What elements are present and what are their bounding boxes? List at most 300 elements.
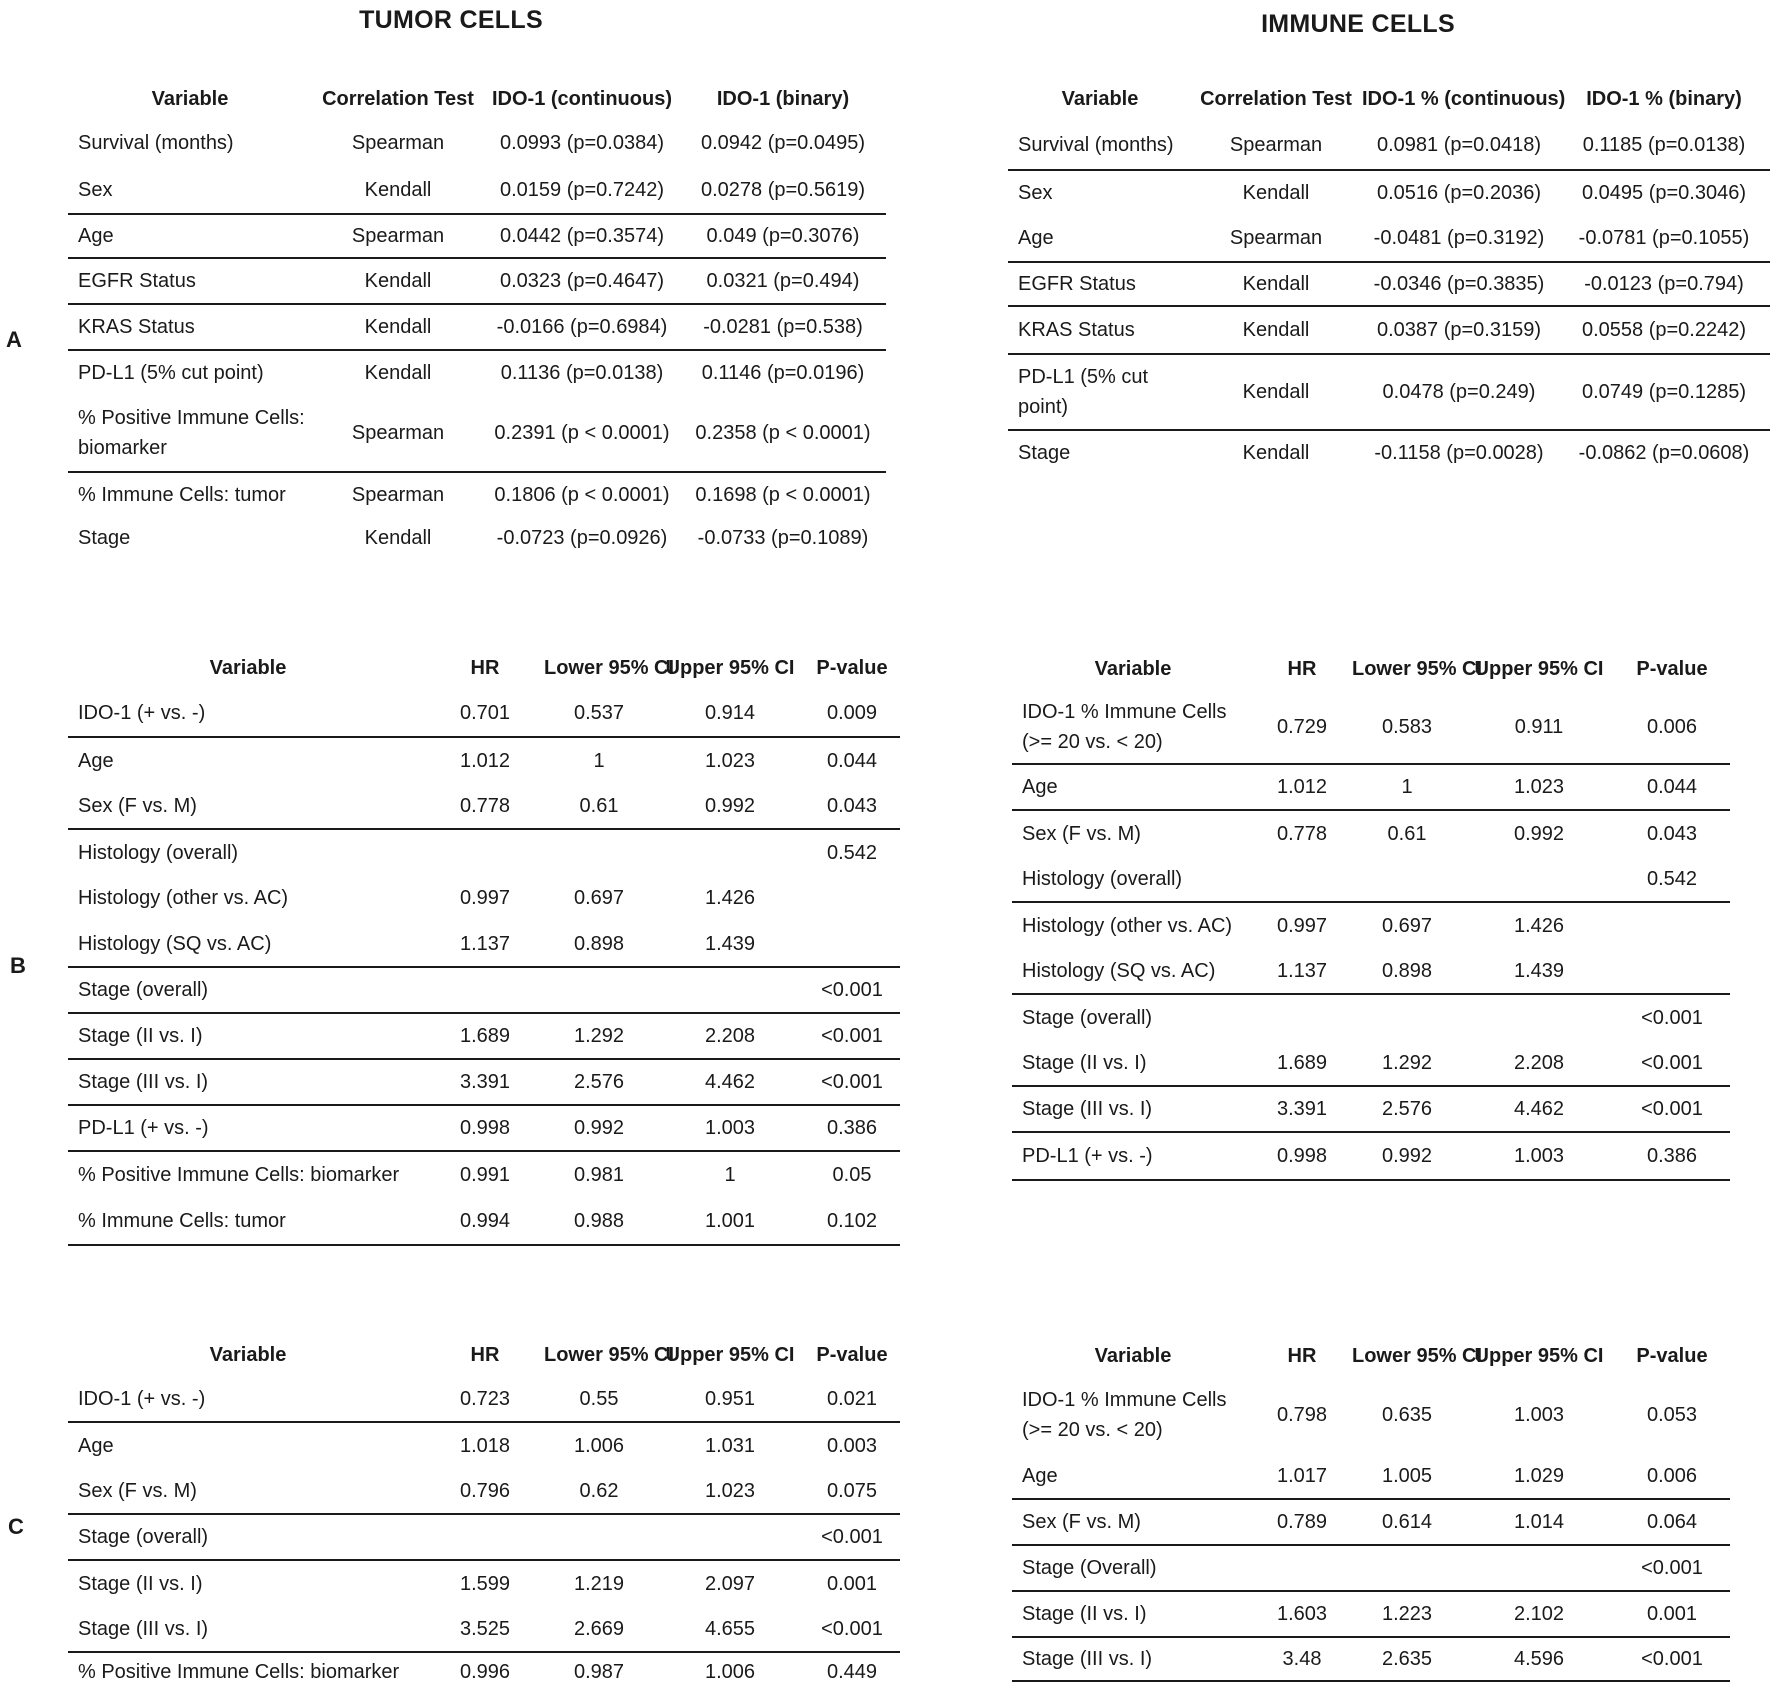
- cell-correlation-test: Kendall: [1192, 262, 1360, 306]
- table-row: [1012, 1637, 1730, 1681]
- row-variable: Stage (overall): [68, 1514, 428, 1560]
- cell-lower-95-ci: [1350, 994, 1464, 1040]
- column-header-upper-95-ci: Upper 95% CI: [1474, 657, 1604, 680]
- column-header-variable: Variable: [1094, 1344, 1172, 1367]
- cell-upper-95-ci: 1.439: [1464, 948, 1614, 994]
- row-variable: % Positive Immune Cells: biomarker: [78, 1163, 400, 1186]
- table-row: [68, 1514, 900, 1560]
- row-variable: IDO-1 (+ vs. -): [68, 689, 428, 737]
- cell-lower-95-ci: 2.635: [1350, 1637, 1464, 1681]
- cell-correlation-test: Kendall: [312, 166, 484, 214]
- column-header-p-value: P-value: [1636, 1344, 1708, 1367]
- table-row: [68, 1059, 900, 1105]
- row-variable: Stage (II vs. I): [1012, 1591, 1254, 1637]
- column-header-variable: Variable: [209, 656, 287, 679]
- cell-correlation-test: Kendall: [312, 258, 484, 304]
- table-row: [1012, 948, 1730, 994]
- row-variable: Stage (III vs. I): [1012, 1086, 1254, 1132]
- cell-upper-95-ci: 4.462: [1464, 1086, 1614, 1132]
- cell-lower-95-ci: 1: [593, 749, 605, 772]
- table-row: [1008, 170, 1770, 214]
- row-variable: EGFR Status: [68, 258, 312, 304]
- cell-hr: 0.789: [1254, 1499, 1350, 1545]
- table-row: [68, 1652, 900, 1690]
- row-variable: Histology (overall): [78, 841, 239, 864]
- tumor-cells-heading: TUMOR CELLS: [359, 6, 543, 34]
- cell-hr: 1.599: [459, 1572, 511, 1595]
- cell-upper-95-ci: 2.208: [1464, 1040, 1614, 1086]
- cell-ido-1-binary: -0.0281 (p=0.538): [680, 304, 886, 350]
- table-row: [1012, 764, 1730, 810]
- cell-upper-95-ci: 0.911: [1464, 690, 1614, 764]
- cell-upper-95-ci: 1.426: [704, 887, 756, 909]
- cell-ido-1-binary: 0.0278 (p=0.5619): [680, 166, 886, 214]
- row-variable: Sex (F vs. M): [1012, 1499, 1254, 1545]
- cell-p-value: 0.542: [1614, 856, 1730, 902]
- cell-ido-1-continuous: 0.1136 (p=0.0138): [500, 361, 664, 384]
- cell-lower-95-ci: 0.61: [1387, 822, 1427, 845]
- panel-label-b: B: [10, 953, 26, 978]
- row-variable: Histology (other vs. AC): [1022, 914, 1233, 937]
- cell-hr: 1.018: [459, 1434, 511, 1457]
- cell-p-value: [804, 875, 900, 921]
- cell-lower-95-ci: 1.292: [542, 1013, 656, 1059]
- cell-p-value: <0.001: [804, 1059, 900, 1105]
- table-row: [68, 1105, 900, 1151]
- table-row: [68, 120, 886, 166]
- table-row: [68, 472, 886, 516]
- cell-lower-95-ci: 0.988: [542, 1197, 656, 1245]
- column-header-p-value: P-value: [816, 1343, 888, 1366]
- cell-ido-1-continuous: 0.0323 (p=0.4647): [484, 258, 680, 304]
- cell-upper-95-ci: 1.003: [1513, 1404, 1565, 1426]
- table-row: [68, 394, 886, 472]
- cell-lower-95-ci: [542, 1514, 656, 1560]
- table-row: [68, 516, 886, 560]
- cell-upper-95-ci: [656, 967, 804, 1013]
- row-variable: Survival (months): [78, 132, 234, 154]
- cell-ido-1-continuous: 0.0516 (p=0.2036): [1376, 181, 1542, 204]
- row-variable: Histology (SQ vs. AC): [68, 921, 428, 967]
- cell-correlation-test: Spearman: [351, 483, 445, 506]
- cox-table-b-tumor: [68, 647, 900, 1246]
- row-variable: Sex (F vs. M): [68, 783, 428, 829]
- cell-lower-95-ci: 0.635: [1381, 1404, 1433, 1426]
- cell-lower-95-ci: 0.898: [1350, 948, 1464, 994]
- table-row: [1012, 1132, 1730, 1180]
- immune-cells-heading: IMMUNE CELLS: [1261, 10, 1455, 38]
- cell-p-value: [1614, 948, 1730, 994]
- table-row: [1012, 690, 1730, 764]
- column-header-variable: Variable: [209, 1343, 287, 1366]
- cell-lower-95-ci: 0.898: [542, 921, 656, 967]
- row-variable: IDO-1 (+ vs. -): [68, 1376, 428, 1422]
- row-variable: % Immune Cells: tumor: [78, 483, 286, 506]
- column-header-hr: HR: [470, 1343, 500, 1366]
- cell-ido-1-binary: 0.0495 (p=0.3046): [1581, 181, 1747, 204]
- cell-ido-1-binary: 0.2358 (p < 0.0001): [680, 394, 886, 472]
- cell-hr: 1.137: [1254, 948, 1350, 994]
- cell-ido-1-continuous: 0.0442 (p=0.3574): [484, 214, 680, 258]
- column-header-lower-95-ci: Lower 95% CI: [544, 1343, 675, 1366]
- cell-upper-95-ci: 1.003: [656, 1105, 804, 1151]
- column-header-variable: Variable: [1061, 87, 1139, 110]
- cell-hr: 0.996: [459, 1660, 511, 1683]
- cell-upper-95-ci: 2.102: [1464, 1591, 1614, 1637]
- row-variable: Age: [78, 749, 114, 772]
- table-row: [68, 1606, 900, 1652]
- cell-upper-95-ci: 4.596: [1464, 1637, 1614, 1681]
- column-header-correlation-test: Correlation Test: [1200, 87, 1352, 110]
- header-row: [68, 1334, 900, 1376]
- cell-lower-95-ci: [542, 829, 656, 875]
- cell-ido-1-binary: -0.0733 (p=0.1089): [697, 527, 869, 549]
- cell-upper-95-ci: 1.006: [704, 1660, 756, 1683]
- table-row: [1012, 1086, 1730, 1132]
- cell-ido-1-binary: 0.0942 (p=0.0495): [700, 132, 866, 154]
- cell-lower-95-ci: 0.583: [1350, 690, 1464, 764]
- row-variable: KRAS Status: [68, 304, 312, 350]
- table-row: [68, 737, 900, 783]
- cell-lower-95-ci: 0.61: [542, 783, 656, 829]
- table-row: [68, 967, 900, 1013]
- cell-lower-95-ci: [1350, 856, 1464, 902]
- cell-upper-95-ci: 0.992: [656, 783, 804, 829]
- cell-upper-95-ci: 0.992: [1513, 822, 1565, 845]
- cell-p-value: 0.001: [1614, 1591, 1730, 1637]
- cell-upper-95-ci: 1.003: [1464, 1132, 1614, 1180]
- column-header-variable: Variable: [151, 87, 229, 110]
- cell-hr: 1.012: [1254, 764, 1350, 810]
- column-header-upper-95-ci: Upper 95% CI: [1474, 1344, 1604, 1367]
- row-variable: Histology (overall): [1012, 856, 1254, 902]
- row-variable: PD-L1 (5% cut point): [1008, 354, 1192, 430]
- column-header-correlation-test: Correlation Test: [322, 87, 474, 110]
- column-header-ido-1-continuous: IDO-1 % (continuous): [1362, 87, 1566, 110]
- cell-correlation-test: Kendall: [364, 361, 432, 384]
- cell-ido-1-continuous: 0.0159 (p=0.7242): [484, 166, 680, 214]
- cox-table-c-immune: [1012, 1335, 1730, 1682]
- cell-upper-95-ci: 1.023: [704, 749, 756, 772]
- cell-upper-95-ci: 0.951: [656, 1376, 804, 1422]
- table-row: [1012, 1377, 1730, 1453]
- cell-lower-95-ci: 0.55: [542, 1376, 656, 1422]
- cell-lower-95-ci: [542, 967, 656, 1013]
- table-row: [1012, 1453, 1730, 1499]
- cell-ido-1-continuous: -0.0346 (p=0.3835): [1360, 262, 1558, 306]
- cell-lower-95-ci: 1.005: [1350, 1453, 1464, 1499]
- panel-label-a: A: [6, 327, 22, 352]
- cell-hr: 1.012: [459, 749, 511, 772]
- panel-label-c: C: [8, 1514, 24, 1539]
- table-row: [1012, 902, 1730, 948]
- cell-ido-1-binary: 0.0321 (p=0.494): [680, 258, 886, 304]
- row-variable: Stage (overall): [68, 967, 428, 1013]
- cell-p-value: [804, 921, 900, 967]
- header-row: [1012, 648, 1730, 690]
- cell-p-value: <0.001: [804, 1606, 900, 1652]
- cell-ido-1-continuous: 0.0993 (p=0.0384): [499, 132, 665, 154]
- cell-p-value: 0.006: [1614, 690, 1730, 764]
- cell-hr: 0.997: [1276, 914, 1328, 937]
- cell-p-value: <0.001: [804, 1013, 900, 1059]
- cell-hr: [428, 1514, 542, 1560]
- cell-hr: 0.998: [1254, 1132, 1350, 1180]
- cell-lower-95-ci: 0.697: [1381, 914, 1433, 937]
- cell-lower-95-ci: 0.62: [542, 1468, 656, 1514]
- cell-p-value: <0.001: [1614, 1637, 1730, 1681]
- cell-ido-1-binary: -0.0862 (p=0.0608): [1578, 441, 1750, 464]
- cell-correlation-test: Spearman: [1192, 214, 1360, 262]
- cell-ido-1-continuous: -0.0481 (p=0.3192): [1360, 214, 1558, 262]
- row-variable: Stage (II vs. I): [78, 1572, 203, 1595]
- column-header-ido-1-continuous: IDO-1 (continuous): [492, 87, 672, 110]
- row-variable: Sex: [1018, 181, 1053, 204]
- row-variable: Histology (SQ vs. AC): [1012, 948, 1254, 994]
- table-row: [68, 214, 886, 258]
- row-variable: Sex (F vs. M): [68, 1468, 428, 1514]
- cell-p-value: <0.001: [1614, 1545, 1730, 1591]
- header-row: [68, 647, 900, 689]
- cell-lower-95-ci: 1.223: [1350, 1591, 1464, 1637]
- row-variable: % Positive Immune Cells: biomarker: [68, 394, 312, 472]
- row-variable: Stage: [78, 527, 131, 549]
- row-variable: Stage (III vs. I): [68, 1059, 428, 1105]
- cell-hr: [1254, 994, 1350, 1040]
- cell-p-value: 0.003: [826, 1434, 878, 1457]
- cell-ido-1-binary: 0.1698 (p < 0.0001): [695, 483, 871, 506]
- table-row: [68, 1468, 900, 1514]
- table-row: [1008, 262, 1770, 306]
- table-row: [1012, 994, 1730, 1040]
- row-variable: Stage (III vs. I): [1012, 1637, 1254, 1681]
- row-variable: Stage: [1018, 441, 1071, 464]
- cell-lower-95-ci: 0.992: [542, 1105, 656, 1151]
- cell-upper-95-ci: 1.426: [1513, 914, 1565, 937]
- table-row: [1008, 306, 1770, 354]
- correlation-table-immune: [1008, 78, 1770, 474]
- table-row: [68, 921, 900, 967]
- cell-correlation-test: Kendall: [1242, 181, 1310, 204]
- table-row: [68, 1013, 900, 1059]
- cell-lower-95-ci: 0.981: [573, 1163, 625, 1186]
- cell-lower-95-ci: 0.987: [573, 1660, 625, 1683]
- cell-p-value: 0.542: [826, 841, 878, 864]
- row-variable: Age: [1008, 214, 1192, 262]
- cell-upper-95-ci: 2.208: [656, 1013, 804, 1059]
- cell-ido-1-continuous: 0.0981 (p=0.0418): [1360, 120, 1558, 170]
- cox-table-c-tumor: [68, 1334, 900, 1690]
- cell-correlation-test: Spearman: [351, 132, 445, 154]
- header-row: [1008, 78, 1770, 120]
- cell-lower-95-ci: 2.576: [1350, 1086, 1464, 1132]
- column-header-lower-95-ci: Lower 95% CI: [544, 656, 675, 679]
- cell-upper-95-ci: 1.023: [656, 1468, 804, 1514]
- cell-p-value: 0.043: [804, 783, 900, 829]
- column-header-hr: HR: [470, 656, 500, 679]
- header-row: [1012, 1335, 1730, 1377]
- cell-p-value: 0.009: [804, 689, 900, 737]
- table-row: [1008, 214, 1770, 262]
- table-row: [1012, 1499, 1730, 1545]
- cell-ido-1-continuous: 0.2391 (p < 0.0001): [484, 394, 680, 472]
- table-row: [1012, 1591, 1730, 1637]
- cell-ido-1-binary: 0.1146 (p=0.0196): [701, 361, 865, 384]
- row-variable: PD-L1 (5% cut point): [78, 361, 264, 384]
- row-variable: Stage (II vs. I): [68, 1013, 428, 1059]
- cell-upper-95-ci: 4.655: [656, 1606, 804, 1652]
- table-row: [68, 1560, 900, 1606]
- cell-correlation-test: Kendall: [1242, 441, 1310, 464]
- table-row: [68, 1151, 900, 1197]
- row-variable: % Immune Cells: tumor: [68, 1197, 428, 1245]
- cell-hr: 0.994: [428, 1197, 542, 1245]
- cell-p-value: 0.386: [1614, 1132, 1730, 1180]
- cell-upper-95-ci: 1.439: [656, 921, 804, 967]
- cell-p-value: 0.449: [826, 1660, 878, 1683]
- cell-upper-95-ci: 1.029: [1464, 1453, 1614, 1499]
- cell-upper-95-ci: 0.914: [656, 689, 804, 737]
- table-row: [68, 1197, 900, 1245]
- cell-ido-1-binary: -0.0781 (p=0.1055): [1558, 214, 1770, 262]
- cell-lower-95-ci: 1: [1350, 764, 1464, 810]
- table-row: [68, 875, 900, 921]
- cell-hr: 0.701: [428, 689, 542, 737]
- row-variable: PD-L1 (+ vs. -): [1012, 1132, 1254, 1180]
- cell-p-value: <0.001: [804, 967, 900, 1013]
- row-variable: Stage (overall): [1022, 1006, 1153, 1029]
- cell-hr: 0.796: [428, 1468, 542, 1514]
- row-variable: Stage (Overall): [1012, 1545, 1254, 1591]
- cell-upper-95-ci: 2.097: [704, 1572, 756, 1595]
- cell-hr: [1254, 1545, 1350, 1591]
- row-variable: Sex: [68, 166, 312, 214]
- cell-hr: 1.017: [1254, 1453, 1350, 1499]
- cell-p-value: 0.05: [832, 1163, 872, 1186]
- table-row: [68, 304, 886, 350]
- cell-ido-1-continuous: -0.0166 (p=0.6984): [484, 304, 680, 350]
- cell-upper-95-ci: 1.014: [1464, 1499, 1614, 1545]
- cell-hr: 0.998: [428, 1105, 542, 1151]
- cell-ido-1-continuous: 0.1806 (p < 0.0001): [494, 483, 670, 506]
- row-variable: Age: [78, 1434, 114, 1457]
- cell-ido-1-binary: 0.0558 (p=0.2242): [1558, 306, 1770, 354]
- cell-lower-95-ci: 2.669: [542, 1606, 656, 1652]
- cell-upper-95-ci: 1.031: [704, 1434, 756, 1457]
- table-row: [68, 783, 900, 829]
- table-row: [68, 166, 886, 214]
- cell-ido-1-continuous: -0.1158 (p=0.0028): [1374, 441, 1544, 464]
- row-variable: Stage (II vs. I): [1012, 1040, 1254, 1086]
- table-row: [68, 258, 886, 304]
- cell-p-value: <0.001: [1614, 1086, 1730, 1132]
- row-variable: IDO-1 % Immune Cells (>= 20 vs. < 20): [1022, 1389, 1227, 1441]
- cell-ido-1-binary: 0.1185 (p=0.0138): [1558, 120, 1770, 170]
- column-header-lower-95-ci: Lower 95% CI: [1352, 1344, 1483, 1367]
- cell-p-value: 0.386: [804, 1105, 900, 1151]
- header-row: [68, 78, 886, 120]
- column-header-variable: Variable: [1094, 657, 1172, 680]
- cell-hr: 0.991: [459, 1163, 511, 1186]
- table-row: [68, 1422, 900, 1468]
- cell-p-value: 0.001: [826, 1572, 878, 1595]
- cell-lower-95-ci: 0.697: [573, 887, 625, 909]
- cell-lower-95-ci: 1.006: [573, 1434, 625, 1457]
- cell-lower-95-ci: 1.292: [1350, 1040, 1464, 1086]
- cell-upper-95-ci: 1.001: [656, 1197, 804, 1245]
- column-header-hr: HR: [1287, 657, 1317, 680]
- cell-correlation-test: Kendall: [1192, 354, 1360, 430]
- cell-p-value: 0.006: [1614, 1453, 1730, 1499]
- column-header-ido-1-binary: IDO-1 % (binary): [1586, 87, 1742, 110]
- row-variable: Age: [1012, 764, 1254, 810]
- correlation-table-tumor: [68, 78, 886, 560]
- row-variable: EGFR Status: [1008, 262, 1192, 306]
- cell-hr: [428, 967, 542, 1013]
- cell-correlation-test: Kendall: [312, 304, 484, 350]
- table-row: [1012, 1545, 1730, 1591]
- cell-p-value: 0.044: [826, 749, 878, 772]
- cell-p-value: <0.001: [1614, 1040, 1730, 1086]
- table-row: [68, 829, 900, 875]
- table-row: [68, 350, 886, 394]
- row-variable: Histology (other vs. AC): [78, 887, 289, 909]
- cell-hr: 0.729: [1254, 690, 1350, 764]
- cell-lower-95-ci: 0.537: [542, 689, 656, 737]
- column-header-upper-95-ci: Upper 95% CI: [665, 1343, 795, 1366]
- row-variable: KRAS Status: [1008, 306, 1192, 354]
- cell-ido-1-binary: 0.0749 (p=0.1285): [1558, 354, 1770, 430]
- cell-hr: 0.778: [428, 783, 542, 829]
- cell-hr: 1.137: [428, 921, 542, 967]
- cell-ido-1-continuous: -0.0723 (p=0.0926): [496, 527, 668, 549]
- cell-upper-95-ci: [1464, 1545, 1614, 1591]
- cell-lower-95-ci: 1.219: [573, 1572, 625, 1595]
- row-variable: Sex (F vs. M): [1022, 822, 1141, 845]
- cell-hr: 1.689: [428, 1013, 542, 1059]
- cell-ido-1-continuous: 0.0478 (p=0.249): [1360, 354, 1558, 430]
- cell-upper-95-ci: 1.023: [1464, 764, 1614, 810]
- cell-hr: 0.723: [428, 1376, 542, 1422]
- table-row: [1008, 120, 1770, 170]
- cell-hr: 3.48: [1254, 1637, 1350, 1681]
- cell-lower-95-ci: [1350, 1545, 1464, 1591]
- row-variable: % Positive Immune Cells: biomarker: [78, 1660, 400, 1683]
- cell-hr: [1254, 856, 1350, 902]
- table-row: [1008, 430, 1770, 474]
- cell-correlation-test: Spearman: [312, 214, 484, 258]
- cell-p-value: 0.075: [804, 1468, 900, 1514]
- cell-upper-95-ci: [656, 1514, 804, 1560]
- cell-p-value: [1614, 902, 1730, 948]
- cell-ido-1-binary: -0.0123 (p=0.794): [1558, 262, 1770, 306]
- cell-upper-95-ci: [1464, 994, 1614, 1040]
- table-row: [1012, 1040, 1730, 1086]
- row-variable: Stage (III vs. I): [68, 1606, 428, 1652]
- cell-p-value: 0.053: [1646, 1404, 1698, 1426]
- cell-correlation-test: Spearman: [312, 394, 484, 472]
- cell-upper-95-ci: [1464, 856, 1614, 902]
- row-variable: Age: [68, 214, 312, 258]
- row-variable: Age: [1012, 1453, 1254, 1499]
- cell-hr: 0.997: [459, 887, 511, 909]
- row-variable: Survival (months): [1008, 120, 1192, 170]
- cell-p-value: 0.064: [1614, 1499, 1730, 1545]
- column-header-upper-95-ci: Upper 95% CI: [665, 656, 795, 679]
- table-row: [68, 689, 900, 737]
- cell-lower-95-ci: 2.576: [542, 1059, 656, 1105]
- cell-lower-95-ci: 0.614: [1350, 1499, 1464, 1545]
